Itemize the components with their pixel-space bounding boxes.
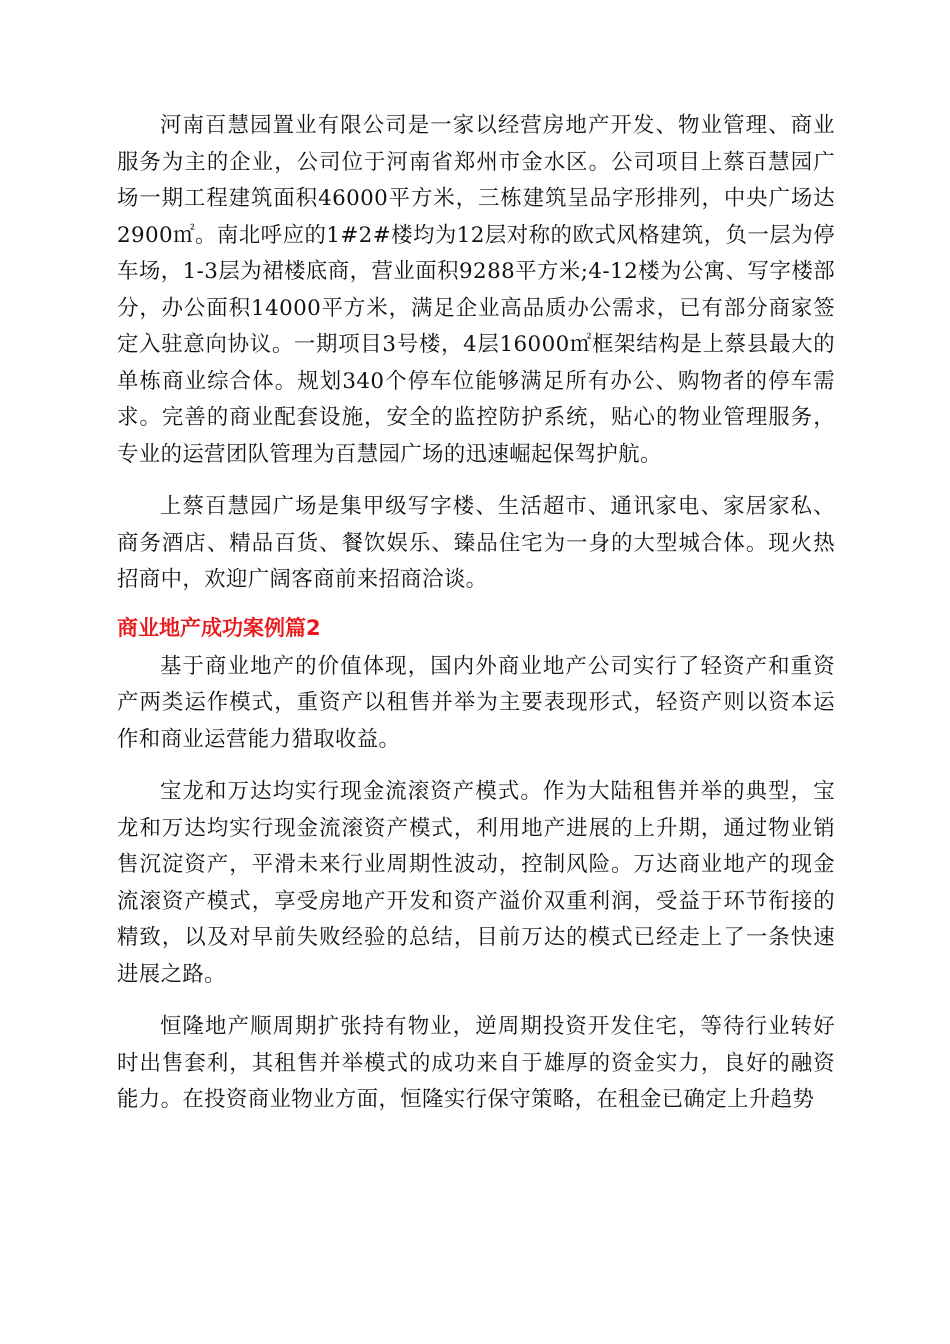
paragraph-plaza-overview: 上蔡百慧园广场是集甲级写字楼、生活超市、通讯家电、家居家私、商务酒店、精品百货、餐饮娱乐、臻品住宅为一身的大型城合体。现火热招商中，欢迎广阔客商前来招商洽谈。 (117, 494, 835, 592)
paragraph-hang-lung: 恒隆地产顺周期扩张持有物业，逆周期投资开发住宅，等待行业转好时出售套利，其租售并举模式的成功来自于雄厚的资金实力，良好的融资能力。在投资商业物业方面，恒隆实行保守策略，在租金已确定上升趋势 (117, 1014, 835, 1112)
section-heading: 商业地产成功案例篇2 (117, 615, 321, 640)
paragraph-asset-models: 基于商业地产的价值体现，国内外商业地产公司实行了轻资产和重资产两类运作模式，重资产以租售并举为主要表现形式，轻资产则以资本运作和商业运营能力猎取收益。 (117, 653, 835, 752)
paragraph-company-intro: 河南百慧园置业有限公司是一家以经营房地产开发、物业管理、商业服务为主的企业，公司位于河南省郑州市金水区。公司项目上蔡百慧园广场一期工程建筑面积46000平方米，三栋建筑呈品字形排列，中央广场达2900㎡。南北呼应的1#2#楼均为12层对称的欧式风格建筑，负一层为停车场，1-3层为裙楼底商，营业面积9288平方米;4-12楼为公寓、写字楼部分，办公面积14000平方米，满足企业高品质办公需求，已有部分商家签定入驻意向协议。一期项目3号楼，4层16000㎡框架结构是上蔡县最大的单栋商业综合体。规划340个停车位能够满足所有办公、购物者的停车需求。完善的商业配套设施，安全的监控防护系统，贴心的物业管理服务，专业的运营团队管理为百慧园广场的迅速崛起保驾护航。 (117, 113, 835, 467)
paragraph-baolong-wanda: 宝龙和万达均实行现金流滚资产模式。作为大陆租售并举的典型，宝龙和万达均实行现金流滚资产模式，利用地产进展的上升期，通过物业销售沉淀资产，平滑未来行业周期性波动，控制风险。万达商业地产的现金流滚资产模式，享受房地产开发和资产溢价双重利润，受益于环节衔接的精致，以及对早前失败经验的总结，目前万达的模式已经走上了一条快速进展之路。 (117, 779, 835, 987)
document-body (117, 108, 835, 1119)
